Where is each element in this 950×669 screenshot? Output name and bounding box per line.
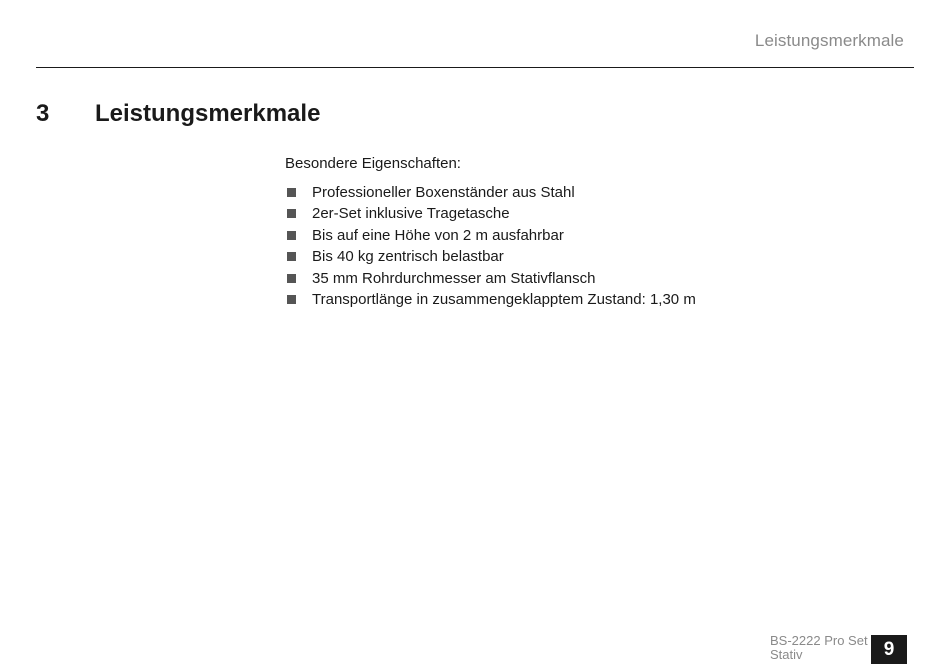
square-bullet-icon (287, 295, 296, 304)
footer-product-name: BS-2222 Pro Set (770, 633, 868, 648)
square-bullet-icon (287, 188, 296, 197)
feature-item (285, 225, 696, 246)
feature-list (285, 182, 696, 310)
section-heading (36, 100, 320, 128)
feature-item (285, 182, 696, 203)
feature-text: Transportlänge in zusammengeklapptem Zustand: 1,30 m (312, 291, 696, 309)
square-bullet-icon (287, 209, 296, 218)
features-intro: Besondere Eigenschaften: (285, 155, 461, 172)
feature-item (285, 268, 696, 289)
feature-text: 35 mm Rohrdurchmesser am Stativflansch (312, 269, 596, 287)
square-bullet-icon (287, 252, 296, 261)
feature-item (285, 246, 696, 267)
feature-text: Bis auf eine Höhe von 2 m ausfahrbar (312, 226, 564, 244)
footer-product-type: Stativ (770, 647, 803, 662)
section-number: 3 (36, 100, 50, 127)
square-bullet-icon (287, 274, 296, 283)
feature-item (285, 289, 696, 310)
footer-product-info (770, 634, 868, 662)
feature-text: 2er-Set inklusive Tragetasche (312, 205, 510, 223)
feature-text: Bis 40 kg zentrisch belastbar (312, 248, 504, 266)
feature-item (285, 203, 696, 224)
feature-content (285, 155, 696, 310)
running-header-title: Leistungsmerkmale (754, 31, 904, 50)
feature-text: Professioneller Boxenständer aus Stahl (312, 184, 575, 201)
page-number-badge: 9 (871, 635, 907, 664)
header-divider (36, 67, 914, 68)
square-bullet-icon (287, 231, 296, 240)
section-title: Leistungsmerkmale (95, 100, 321, 127)
